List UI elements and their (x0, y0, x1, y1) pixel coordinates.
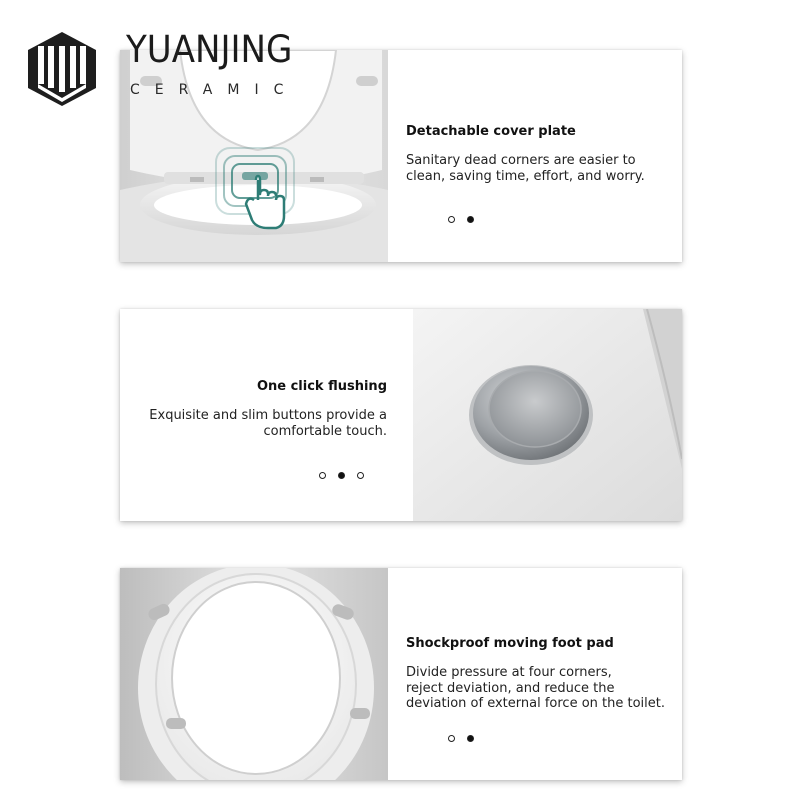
carousel-pagination (319, 472, 364, 479)
feature-title: One click flushing (256, 379, 387, 394)
feature-text (406, 124, 676, 184)
brand-logo (26, 28, 299, 110)
description-line: Sanitary dead corners are easier to (406, 153, 636, 168)
description-line: comfortable touch. (263, 423, 387, 439)
brand-subtitle: CERAMIC (130, 82, 299, 98)
pagination-dot-active[interactable] (467, 735, 474, 742)
feature-card-flushing (120, 309, 682, 521)
description-line: deviation of external force on the toilet. (406, 696, 666, 711)
description-line: reject deviation, and reduce the (406, 680, 615, 696)
pagination-dot-active[interactable] (467, 216, 474, 223)
feature-title: Shockproof moving foot pad (406, 636, 614, 651)
feature-description (120, 408, 387, 439)
carousel-pagination (448, 735, 474, 742)
feature-title: Detachable cover plate (406, 124, 576, 139)
pagination-dot[interactable] (319, 472, 326, 479)
description-line: clean, saving time, effort, and worry. (406, 168, 645, 184)
pagination-dot[interactable] (357, 472, 364, 479)
brand-name: YUANJING (126, 28, 293, 71)
feature-description (406, 153, 676, 184)
feature-text (120, 379, 387, 439)
feature-text (406, 636, 678, 712)
description-line: Exquisite and slim buttons provide a (149, 408, 387, 423)
pagination-dot[interactable] (448, 216, 455, 223)
flush-button-photo (413, 309, 682, 521)
carousel-pagination (448, 216, 474, 223)
feature-description (406, 665, 678, 712)
feature-card-foot-pad (120, 568, 682, 780)
foot-pad-photo (120, 568, 388, 780)
pagination-dot[interactable] (448, 735, 455, 742)
description-line: Divide pressure at four corners, (406, 665, 612, 680)
brand-logo-icon (26, 30, 98, 106)
pagination-dot-active[interactable] (338, 472, 345, 479)
